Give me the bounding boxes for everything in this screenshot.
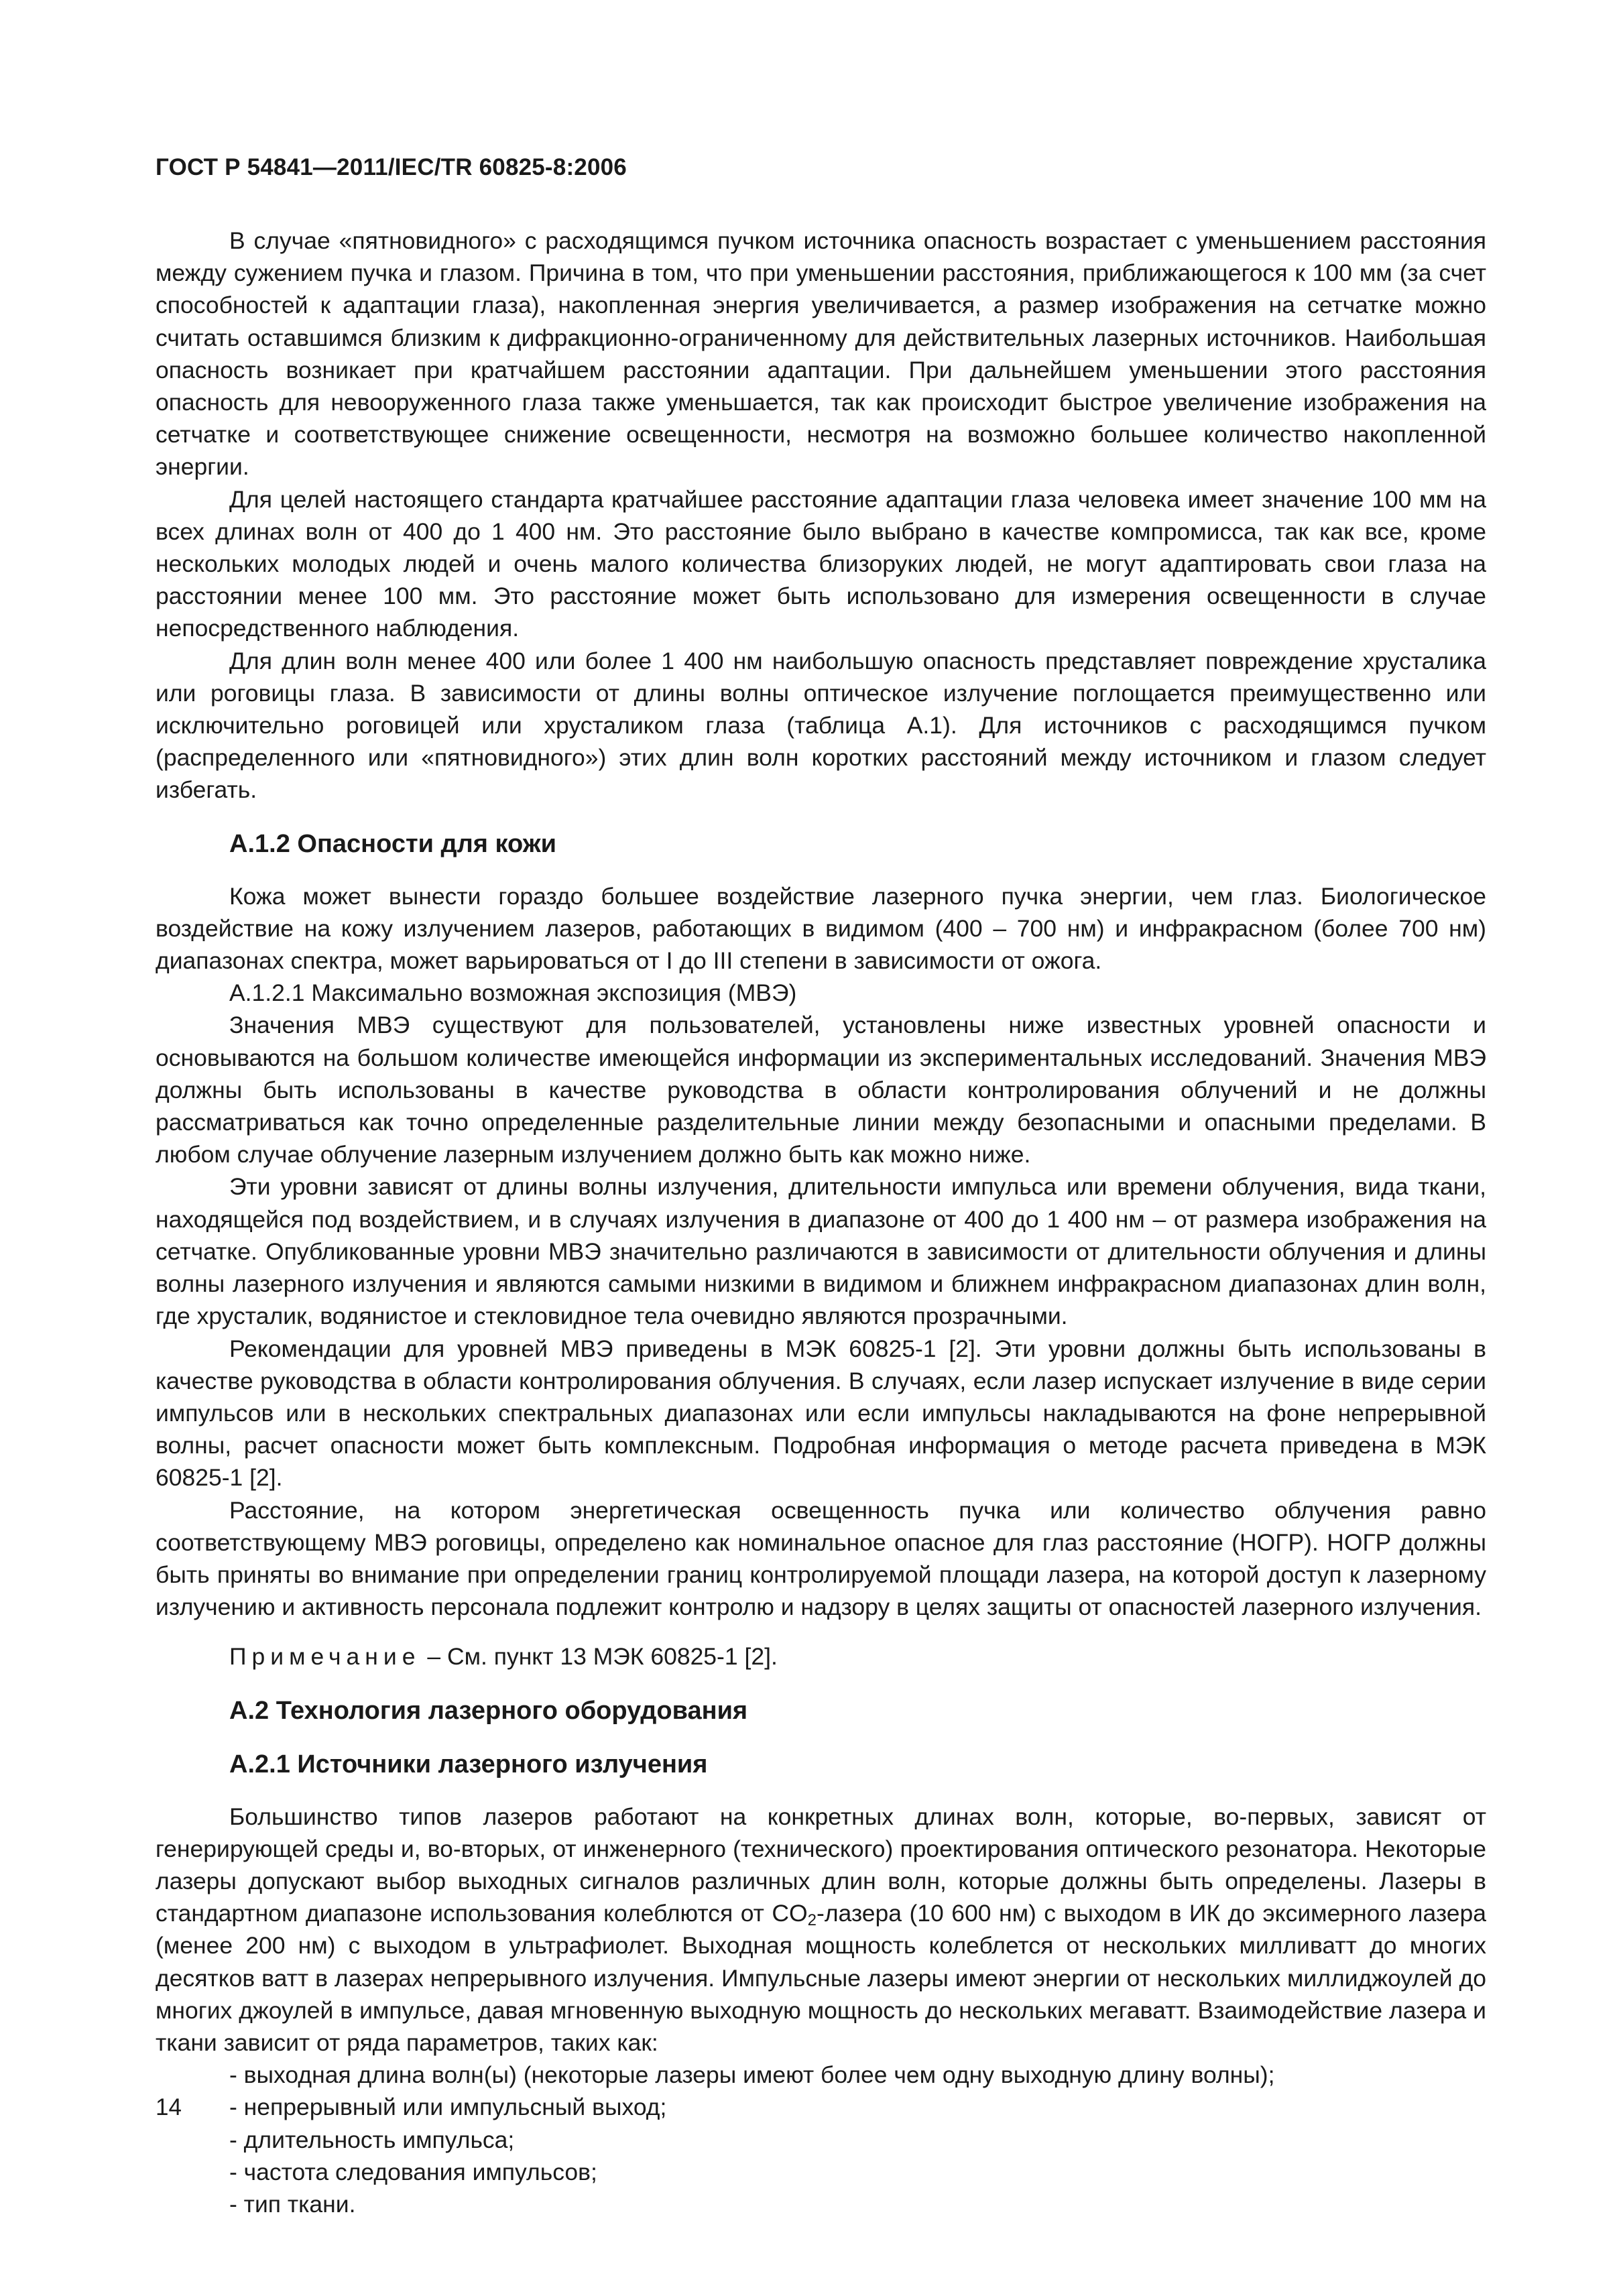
note-text: – См. пункт 13 МЭК 60825-1 [2]. bbox=[420, 1643, 778, 1671]
list-item: - частота следования импульсов; bbox=[229, 2158, 597, 2185]
document-body bbox=[156, 225, 1486, 2220]
note-label: Примечание bbox=[229, 1643, 421, 1671]
list-item: - непрерывный или импульсный выход; bbox=[229, 2094, 667, 2121]
paragraph: Большинство типов лазеров работают на конкретных длинах волн, которые, во-первых, зависят от генерирующей среды и, во-вторых, от инженерного (технического) проектирования оптического резонатора. Некоторые лазеры допускают выбор выходных сигналов различных длин волн, которые должны быть определены. Лазеры в стандартном диапазоне использования колеблются от $CO_2$-лазера (10 600 нм) с выходом в ИК до эксимерного лазера (менее 200 нм) с выходом в ультрафиолет. Выходная мощность колеблется от нескольких милливатт до многих десятков ватт в лазерах непрерывного излучения. Импульсные лазеры имеют энергии от нескольких миллиджоулей до многих джоулей в импульсе, давая мгновенную выходную мощность до нескольких мегаватт. Взаимодействие лазера и ткани зависит от ряда параметров, таких как: bbox=[156, 1803, 1486, 2056]
section-heading-skin-hazards: А.1.2 Опасности для кожи bbox=[229, 829, 557, 858]
list-item: - длительность импульса; bbox=[229, 2126, 515, 2153]
note bbox=[156, 1640, 1486, 1673]
paragraph: В случае «пятновидного» с расходящимся пучком источника опасность возрастает с уменьшением расстояния между сужением пучка и глазом. Причина в том, что при уменьшении расстояния, приближающегося к 100 мм (за счет способностей к адаптации глаза), накопленная энергия увеличивается, а размер изображения на сетчатке можно считать оставшимся близким к дифракционно-ограниченному для действительных лазерных источников. Наибольшая опасность возникает при кратчайшем расстоянии адаптации. При дальнейшем уменьшении этого расстояния опасность для невооруженного глаза также уменьшается, так как происходит быстрое увеличение изображения на сетчатке и соответствующее снижение освещенности, несмотря на возможно большее количество накопленной энергии. bbox=[156, 227, 1486, 481]
paragraph: Расстояние, на котором энергетическая освещенность пучка или количество облучения равно соответствующему МВЭ роговицы, определено как номинальное опасное для глаз расстояние (НОГР). НОГР должны быть приняты во внимание при определении границ контролируемой площади лазера, на которой доступ к лазерному излучению и активность персонала подлежит контролю и надзору в целях защиты от опасностей лазерного излучения. bbox=[156, 1496, 1486, 1621]
section-heading-laser-technology: А.2 Технология лазерного оборудования bbox=[229, 1696, 748, 1725]
list-item: - выходная длина волн(ы) (некоторые лазеры имеют более чем одну выходную длину волны); bbox=[229, 2061, 1275, 2089]
subsection-title-mpe: А.1.2.1 Максимально возможная экспозиция (МВЭ) bbox=[229, 979, 797, 1007]
list-item: - тип ткани. bbox=[229, 2190, 356, 2218]
paragraph: Кожа может вынести гораздо большее воздействие лазерного пучка энергии, чем глаз. Биологическое воздействие на кожу излучением лазеров, работающих в видимом (400 – 700 нм) и инфракрасном (более 700 нм) диапазонах спектра, может варьироваться от I до III степени в зависимости от ожога. bbox=[156, 882, 1486, 975]
paragraph: Эти уровни зависят от длины волны излучения, длительности импульса или времени облучения, вида ткани, находящейся под воздействием, и в случаях излучения в диапазоне от 400 до 1 400 нм – от размера изображения на сетчатке. Опубликованные уровни МВЭ значительно различаются в зависимости от длительности облучения и длины волны лазерного излучения и являются самыми низкими в видимом и ближнем инфракрасном диапазонах длин волн, где хрусталик, водянистое и стекловидное тела очевидно являются прозрачными. bbox=[156, 1173, 1486, 1330]
paragraph: Рекомендации для уровней МВЭ приведены в МЭК 60825-1 [2]. Эти уровни должны быть использованы в качестве руководства в области контролирования облучения. В случаях, если лазер испускает излучение в виде серии импульсов или в нескольких спектральных диапазонах или если импульсы накладываются на фоне непрерывной волны, расчет опасности может быть комплексным. Подробная информация о методе расчета приведена в МЭК 60825-1 [2]. bbox=[156, 1335, 1486, 1492]
document-header: ГОСТ Р 54841—2011/IEC/TR 60825-8:2006 bbox=[156, 154, 627, 180]
paragraph: Для длин волн менее 400 или более 1 400 нм наибольшую опасность представляет повреждение хрусталика или роговицы глаза. В зависимости от длины волны оптическое излучение поглощается преимущественно или исключительно роговицей или хрусталиком глаза (таблица А.1). Для источников с расходящимся пучком (распределенного или «пятновидного») этих длин волн коротких расстояний между источником и глазом следует избегать. bbox=[156, 647, 1486, 804]
parameter-list bbox=[156, 2059, 1486, 2220]
section-heading-laser-sources: А.2.1 Источники лазерного излучения bbox=[229, 1750, 708, 1778]
page-number: 14 bbox=[156, 2094, 182, 2120]
paragraph: Для целей настоящего стандарта кратчайшее расстояние адаптации глаза человека имеет значение 100 мм на всех длинах волн от 400 до 1 400 нм. Это расстояние было выбрано в качестве компромисса, так как все, кроме нескольких молодых людей и очень малого количества близоруких людей, не могут адаптировать свои глаза на расстоянии менее 100 мм. Это расстояние может быть использовано для измерения освещенности в случае непосредственного наблюдения. bbox=[156, 485, 1486, 642]
paragraph: Значения МВЭ существуют для пользователей, установлены ниже известных уровней опасности и основываются на большом количестве имеющейся информации из экспериментальных исследований. Значения МВЭ должны быть использованы в качестве руководства в области контролирования облучений и не должны рассматриваться как точно определенные разделительные линии между безопасными и опасными пределами. В любом случае облучение лазерным излучением должно быть как можно ниже. bbox=[156, 1012, 1486, 1168]
